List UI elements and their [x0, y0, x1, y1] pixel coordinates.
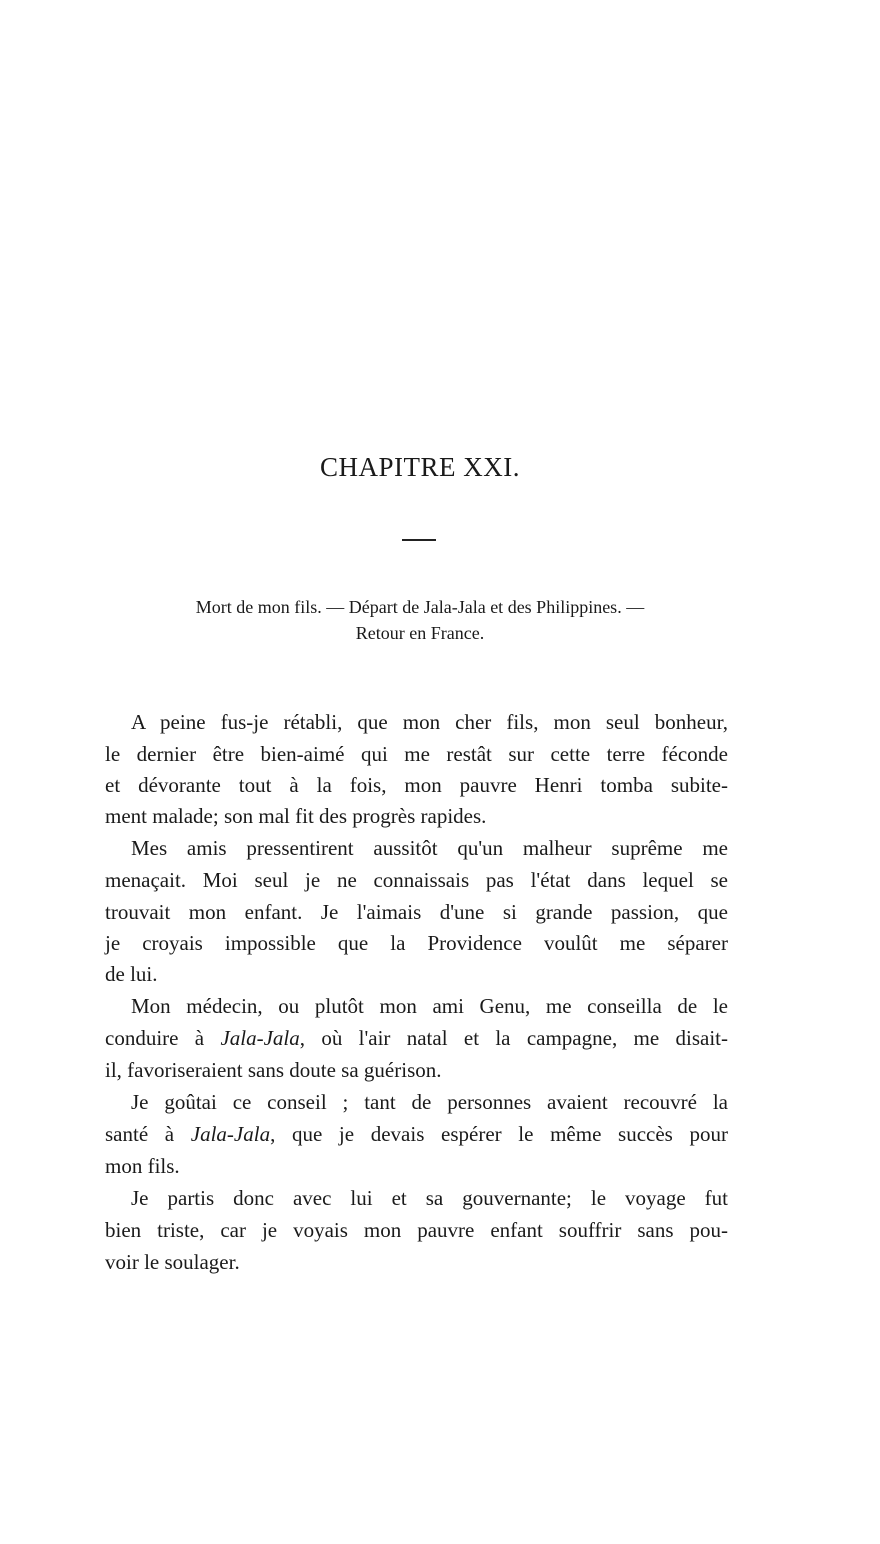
text-line: mon fils.: [105, 1154, 180, 1178]
text-line: je croyais impossible que la Providence voulût me séparer: [105, 931, 728, 955]
chapter-summary-line: Retour en France.: [355, 623, 485, 643]
text-line: de lui.: [105, 962, 158, 986]
text-line: [105, 1025, 728, 1051]
italic-place-name: Jala-Jala: [220, 1026, 300, 1050]
text-segment: santé à: [105, 1122, 191, 1146]
text-line: le dernier être bien-aimé qui me restât sur cette terre féconde: [105, 742, 728, 766]
text-segment: conduire à: [105, 1026, 221, 1050]
text-line: Mon médecin, ou plutôt mon ami Genu, me conseilla de le: [131, 994, 728, 1018]
text-line: voir le soulager.: [105, 1250, 240, 1274]
italic-place-name: Jala-Jala: [190, 1122, 271, 1146]
text-line: menaçait. Moi seul je ne connaissais pas l'état dans lequel se: [105, 868, 728, 892]
text-line: il, favoriseraient sans doute sa guérison.: [105, 1058, 442, 1082]
text-line: et dévorante tout à la fois, mon pauvre Henri tomba subite-: [105, 773, 728, 797]
text-line: A peine fus-je rétabli, que mon cher fils, mon seul bonheur,: [131, 710, 728, 734]
chapter-title: CHAPITRE XXI.: [320, 452, 520, 482]
chapter-summary-line: Mort de mon fils. — Départ de Jala-Jala et des Philippines. —: [195, 597, 645, 617]
text-line: Mes amis pressentirent aussitôt qu'un malheur suprême me: [131, 836, 728, 860]
divider-rule: [402, 539, 436, 541]
text-line: [105, 1121, 728, 1147]
text-line: bien triste, car je voyais mon pauvre enfant souffrir sans pou-: [105, 1218, 728, 1242]
text-segment: , où l'air natal et la campagne, me disait-: [299, 1026, 728, 1050]
text-segment: , que je devais espérer le même succès pour: [270, 1122, 728, 1146]
text-line: Je goûtai ce conseil ; tant de personnes avaient recouvré la: [131, 1090, 728, 1114]
text-line: trouvait mon enfant. Je l'aimais d'une si grande passion, que: [105, 900, 728, 924]
text-line: Je partis donc avec lui et sa gouvernante; le voyage fut: [131, 1186, 728, 1210]
text-line: ment malade; son mal fit des progrès rapides.: [105, 804, 487, 828]
